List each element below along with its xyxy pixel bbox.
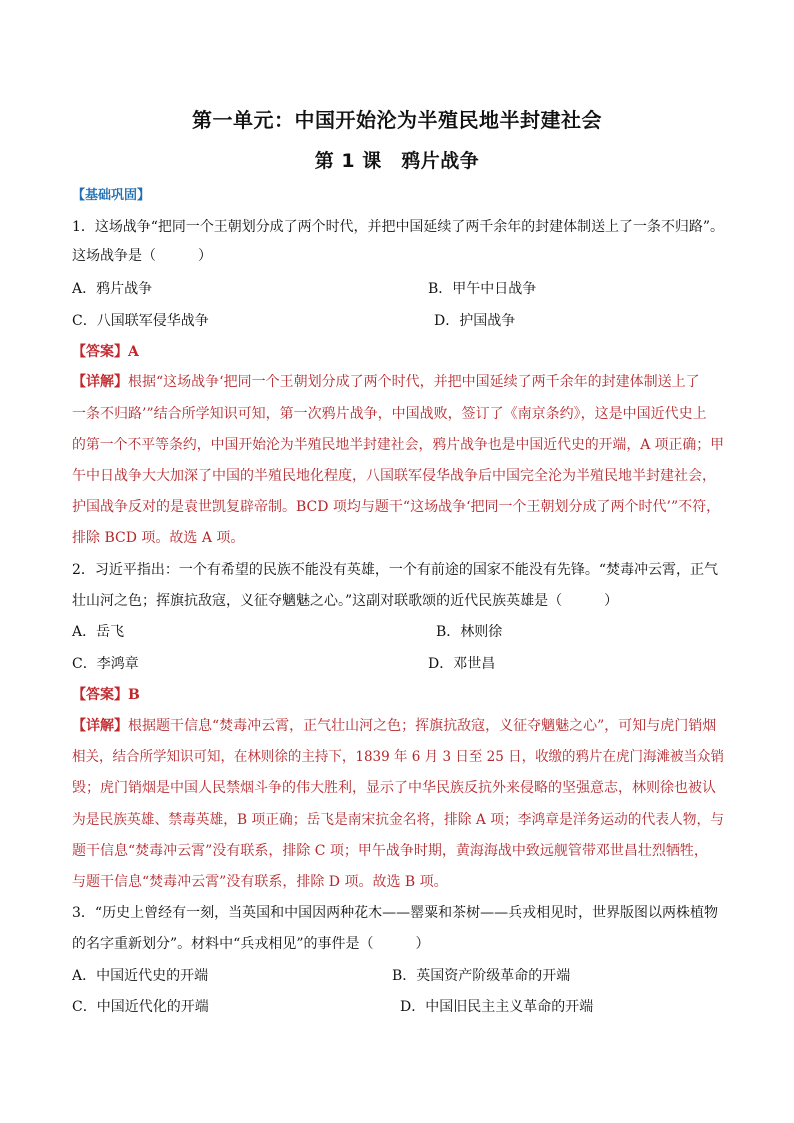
q2-option-c: C．李鸿章: [72, 656, 139, 672]
q1-detail-line-5: 护国战争反对的是袁世凯复辟帝制。BCD 项均与题干“这场战争‘把同一个王朝划分成了两个时代’”不符，: [72, 499, 721, 515]
q2-detail-line-4: 为是民族英雄、禁毒英雄，B 项正确；岳飞是南宋抗金名将，排除 A 项；李鸿章是洋务运动的代表人物，与: [72, 812, 725, 828]
q1-answer-label: 【答案】: [72, 344, 128, 360]
q3-option-d: D．中国旧民主主义革命的开端: [400, 999, 594, 1015]
q2-option-b: B．林则徐: [436, 624, 503, 640]
q3-option-a: A．中国近代史的开端: [72, 968, 209, 984]
q2-answer-value: B: [128, 687, 140, 703]
q1-detail-line-2: 一条不归路’”结合所学知识可知，第一次鸦片战争，中国战败，签订了《南京条约》，这是中国近代史上: [72, 406, 707, 422]
q2-answer-label: 【答案】: [72, 687, 128, 703]
q2-stem-line-1: 2．习近平指出：一个有希望的民族不能没有英雄，一个有前途的国家不能没有先锋。“焚毒冲云霄，正气: [72, 562, 719, 578]
q1-detail-line-6: 排除 BCD 项。故选 A 项。: [72, 530, 245, 546]
q2-answer: [72, 685, 140, 705]
q1-option-c: C．八国联军侵华战争: [72, 313, 209, 329]
q1-detail-line-1: [72, 372, 700, 392]
q2-option-d: D．邓世昌: [428, 656, 496, 672]
q3-option-b: B．英国资产阶级革命的开端: [392, 968, 571, 984]
q1-stem-line-2: 这场战争是（ ）: [72, 248, 212, 264]
q2-detail-line-2: 相关，结合所学知识可知，在林则徐的主持下，1839 年 6 月 3 日至 25 日，收缴的鸦片在虎门海滩被当众销: [72, 749, 725, 765]
lesson-title: 第 1 课 鸦片战争: [314, 150, 480, 172]
q1-detail-text-1: 根据“这场战争‘把同一个王朝划分成了两个时代，并把中国延续了两千余年的封建体制送上了: [128, 374, 700, 390]
q1-stem-line-1: 1．这场战争“把同一个王朝划分成了两个时代，并把中国延续了两千余年的封建体制送上了一条不归路”。: [72, 219, 724, 235]
q3-option-c: C．中国近代化的开端: [72, 999, 209, 1015]
q1-option-d: D．护国战争: [434, 313, 516, 329]
q1-answer: [72, 342, 139, 362]
q2-detail-line-6: 与题干信息“焚毒冲云霄”没有联系，排除 D 项。故选 B 项。: [72, 874, 448, 890]
q1-answer-value: A: [128, 344, 139, 360]
q2-detail-line-3: 毁；虎门销烟是中国人民禁烟斗争的伟大胜利，显示了中华民族反抗外来侵略的坚强意志，林则徐也被认: [72, 780, 716, 796]
q1-detail-line-3: 的第一个不平等条约，中国开始沦为半殖民地半封建社会，鸦片战争也是中国近代史的开端，A 项正确；甲: [72, 437, 724, 453]
q2-option-a: A．岳飞: [72, 624, 125, 640]
q1-option-b: B．甲午中日战争: [428, 281, 537, 297]
section-label: 【基础巩固】: [72, 188, 151, 203]
q1-detail-label: 【详解】: [72, 374, 128, 390]
q2-detail-label: 【详解】: [72, 718, 128, 734]
q2-stem-line-2: 壮山河之色；挥旗抗敌寇，义征夺魑魅之心。”这副对联歌颂的近代民族英雄是（ ）: [72, 593, 619, 609]
q3-stem-line-2: 的名字重新划分”。材料中“兵戎相见”的事件是（ ）: [72, 936, 430, 952]
q2-detail-text-1: 根据题干信息“焚毒冲云霄，正气壮山河之色；挥旗抗敌寇，义征夺魑魅之心”，可知与虎门销烟: [128, 718, 717, 734]
q2-detail-line-5: 题干信息“焚毒冲云霄”没有联系，排除 C 项；甲午战争时期，黄海海战中致远舰管带邓世昌壮烈牺牲，: [72, 843, 708, 859]
unit-title: 第一单元：中国开始沦为半殖民地半封建社会: [192, 108, 602, 132]
q2-detail-line-1: [72, 716, 716, 736]
q1-option-a: A．鸦片战争: [72, 281, 153, 297]
q3-stem-line-1: 3．“历史上曾经有一刻，当英国和中国因两种花木——罂粟和茶树——兵戎相见时，世界版图以两株植物: [72, 905, 719, 921]
q1-detail-line-4: 午中日战争大大加深了中国的半殖民地化程度，八国联军侵华战争后中国完全沦为半殖民地半封建社会，: [72, 468, 716, 484]
